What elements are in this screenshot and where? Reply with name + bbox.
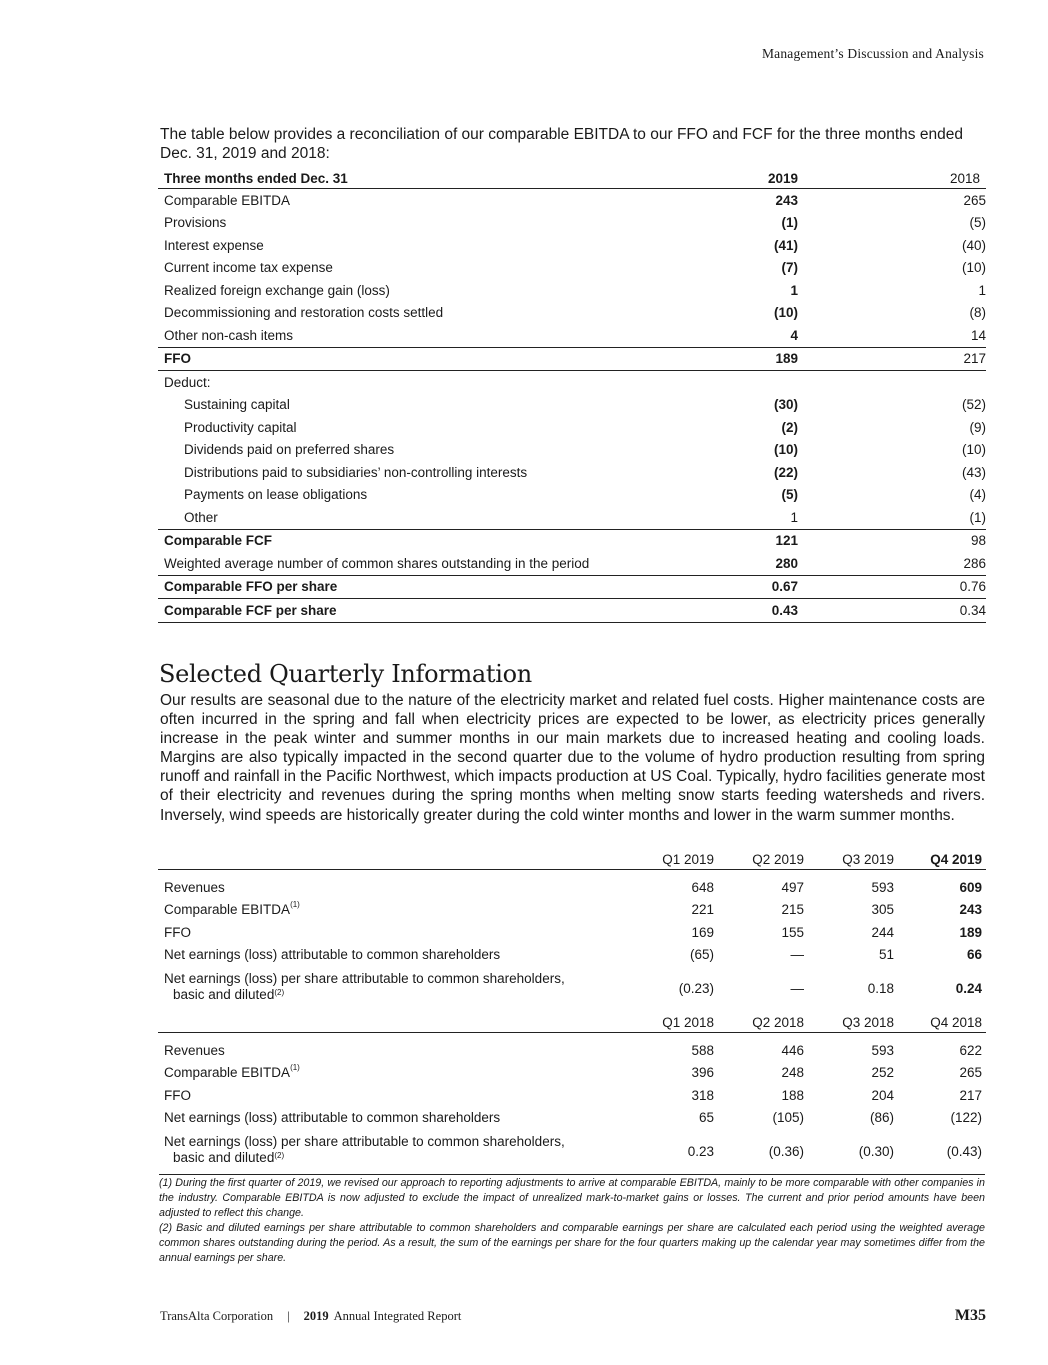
section-title: Selected Quarterly Information <box>159 660 532 688</box>
value-2018: 217 <box>963 351 986 367</box>
value-2019: 280 <box>775 555 798 571</box>
row-label: Comparable FCF per share <box>164 602 337 618</box>
value-2018: (52) <box>961 397 986 413</box>
value-2019: 121 <box>775 533 798 549</box>
value-2019: 1 <box>790 282 798 298</box>
table-row <box>158 257 986 280</box>
table-row <box>158 439 986 462</box>
cell: 396 <box>691 1065 714 1081</box>
value-2018: (9) <box>969 419 986 435</box>
row-label: Net earnings (loss) attributable to common shareholders <box>164 947 501 963</box>
row-label: Interest expense <box>164 237 264 253</box>
table-row <box>158 921 986 944</box>
cell: 305 <box>871 902 894 918</box>
cell: (0.30) <box>858 1144 894 1159</box>
cell: 155 <box>781 924 804 940</box>
table-row <box>158 966 986 1003</box>
value-2018: (5) <box>969 215 986 231</box>
cell: 252 <box>871 1065 894 1081</box>
row-label: Current income tax expense <box>164 260 333 276</box>
table-row <box>158 1062 986 1085</box>
table-row-ffo-per-share <box>158 576 986 600</box>
value-2019: 0.67 <box>771 579 798 595</box>
row-label <box>158 902 624 917</box>
table-row <box>158 484 986 507</box>
footnote-ref: (1) <box>290 1063 300 1073</box>
value-2018: 0.34 <box>959 602 986 618</box>
value-2019: 243 <box>775 192 798 208</box>
row-label <box>158 1134 624 1166</box>
table-row <box>158 416 986 439</box>
table-row <box>158 234 986 257</box>
cell: (105) <box>772 1110 804 1126</box>
cell: 65 <box>698 1110 714 1126</box>
value-2019: 0.43 <box>771 602 798 618</box>
cell: 265 <box>959 1065 982 1081</box>
cell: 609 <box>959 879 982 895</box>
column-header: Q3 2018 <box>842 1015 894 1030</box>
page-footer <box>160 1307 986 1325</box>
value-2019: (5) <box>781 487 798 503</box>
row-label: Sustaining capital <box>184 397 290 413</box>
page-header: Management’s Discussion and Analysis <box>761 46 984 61</box>
row-label: Dividends paid on preferred shares <box>184 442 395 458</box>
table-row <box>158 1107 986 1130</box>
value-2018: 14 <box>970 327 986 343</box>
row-label-text: Comparable EBITDA <box>164 902 291 918</box>
cell: 588 <box>691 1042 714 1058</box>
footnote-1: (1) During the first quarter of 2019, we revised our approach to reporting adjustments to arrive at comparable EBITDA, mainly to be more comparable with other companies in the industry. Comparable EBITDA is now adjusted to exclude the impact of unrealized mark-to-market gains or losses. The current and prior period amounts have been adjusted to reflect this change. <box>159 1177 985 1219</box>
cell: (86) <box>869 1110 894 1126</box>
row-label: Comparable FFO per share <box>164 579 338 595</box>
cell: 622 <box>959 1042 982 1058</box>
column-header: Q4 2019 <box>930 852 982 867</box>
value-2019: 1 <box>790 509 798 525</box>
cell: 215 <box>781 902 804 918</box>
cell: 593 <box>871 879 894 895</box>
cell: 497 <box>781 879 804 895</box>
value-2018: 1 <box>978 282 986 298</box>
table-row-fcf <box>158 530 986 553</box>
cell: 189 <box>959 924 982 940</box>
table-row <box>158 876 986 899</box>
column-header: Q2 2019 <box>752 852 804 867</box>
table-row <box>158 189 986 212</box>
column-header: Q1 2018 <box>662 1015 714 1030</box>
value-2019: (30) <box>773 397 798 413</box>
table-row-fcf-per-share <box>158 599 986 623</box>
value-2019: (10) <box>773 305 798 321</box>
value-2019: 189 <box>775 351 798 367</box>
table-row <box>158 1129 986 1166</box>
header-label: Three months ended Dec. 31 <box>164 170 348 186</box>
footer-company: TransAlta Corporation <box>160 1308 274 1323</box>
row-label: Weighted average number of common shares outstanding in the period <box>164 555 590 571</box>
cell: 204 <box>871 1087 894 1103</box>
row-label: Deduct: <box>164 374 211 390</box>
section-paragraph: Our results are seasonal due to the nature of the electricity market and related fuel costs. Higher maintenance costs are often incurred in the spring and fall when electricity prices are expected to be lower, as electricity prices generally increase in the peak winter and summer months in our main markets due to increased heating and cooling loads. Margins are also typically impacted in the second quarter due to the volume of hydro production resulting from spring runoff and rainfall in the Pacific Northwest, which impacts production at US Coal. Typically, hydro facilities generate most of their electricity and revenues during the spring months when melting snow starts feeding watersheds and rivers. Inversely, wind speeds are historically greater during the cold winter months and lower in the warm summer months. <box>160 692 985 824</box>
footnotes <box>159 1174 985 1266</box>
column-header: Q1 2019 <box>662 852 714 867</box>
row-label <box>158 971 624 1003</box>
row-label: FFO <box>164 924 191 940</box>
row-label: Other non-cash items <box>164 327 294 343</box>
value-2018: 286 <box>963 555 986 571</box>
row-label: Net earnings (loss) attributable to common shareholders <box>164 1110 501 1126</box>
cell: (65) <box>689 947 714 963</box>
table-row <box>158 394 986 417</box>
quarterly-table-2018 <box>158 1011 986 1166</box>
value-2019: (22) <box>773 464 798 480</box>
value-2019: 4 <box>790 327 798 343</box>
row-label: Decommissioning and restoration costs settled <box>164 305 444 321</box>
cell: — <box>790 981 804 996</box>
row-label: Realized foreign exchange gain (loss) <box>164 282 390 298</box>
cell: 446 <box>781 1042 804 1058</box>
table-row-deduct <box>158 371 986 394</box>
table-row <box>158 944 986 967</box>
row-label <box>158 1065 624 1080</box>
row-label: Payments on lease obligations <box>184 487 368 503</box>
cell: 51 <box>878 947 894 963</box>
value-2018: (10) <box>961 442 986 458</box>
value-2018: (10) <box>961 260 986 276</box>
footnote-ref: (2) <box>274 1151 285 1160</box>
row-label-text: Comparable EBITDA <box>164 1065 291 1081</box>
cell: 648 <box>691 879 714 895</box>
cell: 244 <box>871 924 894 940</box>
row-label: Comparable FCF <box>164 533 273 549</box>
value-2019: (7) <box>781 260 798 276</box>
row-label: Provisions <box>164 215 227 231</box>
intro-text: The table below provides a reconciliation of our comparable EBITDA to our FFO and FCF for the three months ended Dec. 31, 2019 and 2018: <box>160 126 963 162</box>
table-row <box>158 302 986 325</box>
cell: 243 <box>959 902 982 918</box>
table-header <box>158 848 986 870</box>
row-label: Productivity capital <box>184 419 297 435</box>
row-label: Comparable EBITDA <box>164 192 291 208</box>
footer-report: Annual Integrated Report <box>333 1308 462 1323</box>
value-2018: (8) <box>969 305 986 321</box>
row-label-line1: Net earnings (loss) per share attributable to common shareholders, <box>164 1134 565 1149</box>
table-row <box>158 461 986 484</box>
table-header <box>158 168 986 189</box>
column-header: Q3 2019 <box>842 852 894 867</box>
value-2018: 0.76 <box>959 579 986 595</box>
value-2018: (43) <box>961 464 986 480</box>
column-header: Q2 2018 <box>752 1015 804 1030</box>
footnote-ref: (1) <box>290 900 300 910</box>
value-2018: (1) <box>969 509 986 525</box>
footer-separator: | <box>287 1308 290 1323</box>
cell: 318 <box>691 1087 714 1103</box>
page-number: M35 <box>954 1307 986 1324</box>
row-label: FFO <box>164 351 191 367</box>
row-label-line2: basic and diluted <box>173 1150 275 1165</box>
value-2019: (41) <box>773 237 798 253</box>
table-row <box>158 324 986 348</box>
row-label-line2: basic and diluted <box>173 987 275 1002</box>
cell: (0.43) <box>946 1144 982 1159</box>
cell: 188 <box>781 1087 804 1103</box>
cell: 169 <box>691 924 714 940</box>
table-row <box>158 506 986 530</box>
value-2018: 98 <box>970 533 986 549</box>
table-row <box>158 1039 986 1062</box>
value-2018: (4) <box>969 487 986 503</box>
row-label: Revenues <box>164 879 225 895</box>
row-label: FFO <box>164 1087 191 1103</box>
table-row <box>158 279 986 302</box>
table-row <box>158 1084 986 1107</box>
reconciliation-table <box>158 168 986 623</box>
cell: 248 <box>781 1065 804 1081</box>
cell: 593 <box>871 1042 894 1058</box>
cell: 66 <box>966 947 982 963</box>
value-2019: (1) <box>781 215 798 231</box>
quarterly-table-2019 <box>158 848 986 1003</box>
row-label: Revenues <box>164 1042 225 1058</box>
header-year-2018: 2018 <box>949 170 980 186</box>
table-row <box>158 899 986 922</box>
value-2019: (10) <box>773 442 798 458</box>
table-header <box>158 1011 986 1033</box>
table-row-ffo <box>158 348 986 372</box>
value-2018: (40) <box>961 237 986 253</box>
footnote-ref: (2) <box>274 988 285 997</box>
row-label: Other <box>184 509 218 525</box>
cell: 217 <box>959 1087 982 1103</box>
cell: 221 <box>691 902 714 918</box>
table-row <box>158 552 986 576</box>
cell: 0.18 <box>867 981 894 996</box>
value-2019: (2) <box>781 419 798 435</box>
cell: (122) <box>950 1110 982 1126</box>
table-row <box>158 212 986 235</box>
cell: (0.23) <box>678 981 714 996</box>
footnote-2: (2) Basic and diluted earnings per share attributable to common shareholders and comparable earnings per share are calculated each period using the weighted average common shares outstanding during the period. As a result, the sum of the earnings per share for the four quarters making up the calendar year may sometimes differ from the annual earnings per share. <box>159 1222 985 1264</box>
cell: 0.23 <box>687 1144 714 1159</box>
cell: (0.36) <box>768 1144 804 1159</box>
header-year-2019: 2019 <box>767 170 798 186</box>
column-header: Q4 2018 <box>930 1015 982 1030</box>
cell: — <box>790 947 804 963</box>
footer-year: 2019 <box>303 1308 329 1323</box>
row-label-line1: Net earnings (loss) per share attributable to common shareholders, <box>164 971 565 986</box>
value-2018: 265 <box>963 192 986 208</box>
cell: 0.24 <box>955 981 982 996</box>
row-label: Distributions paid to subsidiaries’ non-controlling interests <box>184 464 528 480</box>
